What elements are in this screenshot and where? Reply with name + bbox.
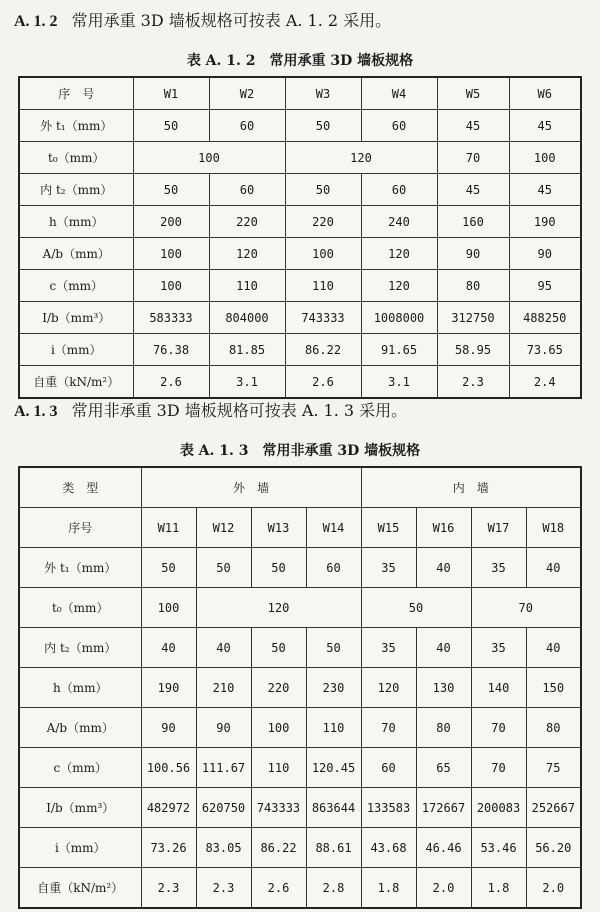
table-cell: 35 <box>471 628 526 668</box>
row-label: 自重（kN/m²） <box>19 868 141 909</box>
table-cell: 76.38 <box>133 334 209 366</box>
table-cell: 620750 <box>196 788 251 828</box>
header-cell: W17 <box>471 508 526 548</box>
inner-wall-header: 内 墙 <box>361 467 581 508</box>
table-cell: 90 <box>509 238 581 270</box>
table-cell: 150 <box>526 668 581 708</box>
table-cell: 88.61 <box>306 828 361 868</box>
table-cell: 140 <box>471 668 526 708</box>
outer-wall-header: 外 墙 <box>141 467 361 508</box>
table-cell: 100 <box>133 238 209 270</box>
table-cell: 90 <box>141 708 196 748</box>
row-label: t₀（mm） <box>19 588 141 628</box>
row-label: A/b（mm） <box>19 708 141 748</box>
table-row <box>19 467 581 508</box>
table-cell: 120.45 <box>306 748 361 788</box>
table-cell: 83.05 <box>196 828 251 868</box>
table-cell: 40 <box>141 628 196 668</box>
table-cell: 45 <box>437 110 509 142</box>
table-row <box>19 302 581 334</box>
table-row <box>19 868 581 909</box>
table-a13-caption: 表 A. 1. 3 常用非承重 3D 墙板规格 <box>179 443 421 459</box>
table-cell: 190 <box>509 206 581 238</box>
row-label: c（mm） <box>19 748 141 788</box>
table-cell: 56.20 <box>526 828 581 868</box>
table-cell: 60 <box>361 174 437 206</box>
table-cell: 120 <box>285 142 437 174</box>
table-cell: 100 <box>133 142 285 174</box>
header-cell: W12 <box>196 508 251 548</box>
table-a13 <box>18 466 582 909</box>
table-a12-caption: 表 A. 1. 2 常用承重 3D 墙板规格 <box>186 53 414 69</box>
header-cell: W3 <box>285 77 361 110</box>
table-cell: 43.68 <box>361 828 416 868</box>
table-cell: 110 <box>209 270 285 302</box>
table-cell: 35 <box>471 548 526 588</box>
table-cell: 53.46 <box>471 828 526 868</box>
table-cell: 60 <box>209 174 285 206</box>
table-cell: 743333 <box>285 302 361 334</box>
table-cell: 120 <box>361 238 437 270</box>
header-cell: W14 <box>306 508 361 548</box>
table-cell: 2.6 <box>251 868 306 909</box>
table-cell: 70 <box>437 142 509 174</box>
table-cell: 50 <box>196 548 251 588</box>
table-cell: 2.6 <box>133 366 209 399</box>
table-row <box>19 788 581 828</box>
table-cell: 73.26 <box>141 828 196 868</box>
table-cell: 210 <box>196 668 251 708</box>
table-cell: 80 <box>526 708 581 748</box>
table-cell: 50 <box>285 174 361 206</box>
row-label: i（mm） <box>19 828 141 868</box>
table-cell: 40 <box>526 628 581 668</box>
table-cell: 45 <box>437 174 509 206</box>
table-cell: 2.3 <box>196 868 251 909</box>
type-label: 类 型 <box>19 467 141 508</box>
table-cell: 60 <box>361 748 416 788</box>
row-label: h（mm） <box>19 206 133 238</box>
table-cell: 45 <box>509 174 581 206</box>
row-label: A/b（mm） <box>19 238 133 270</box>
table-cell: 488250 <box>509 302 581 334</box>
table-cell: 240 <box>361 206 437 238</box>
table-row <box>19 77 581 110</box>
table-cell: 40 <box>416 628 471 668</box>
table-cell: 482972 <box>141 788 196 828</box>
row-label: I/b（mm³） <box>19 302 133 334</box>
table-cell: 73.65 <box>509 334 581 366</box>
table-cell: 2.3 <box>437 366 509 399</box>
table-cell: 100 <box>251 708 306 748</box>
table-row <box>19 668 581 708</box>
table-cell: 80 <box>416 708 471 748</box>
table-row <box>19 270 581 302</box>
table-cell: 111.67 <box>196 748 251 788</box>
header-cell: W11 <box>141 508 196 548</box>
header-cell: W18 <box>526 508 581 548</box>
table-cell: 58.95 <box>437 334 509 366</box>
table-cell: 100 <box>285 238 361 270</box>
table-cell: 2.4 <box>509 366 581 399</box>
table-cell: 3.1 <box>361 366 437 399</box>
table-cell: 50 <box>133 110 209 142</box>
table-row <box>19 628 581 668</box>
section-a13-text: 常用非承重 3D 墙板规格可按表 A. 1. 3 采用。 <box>71 401 408 420</box>
table-cell: 3.1 <box>209 366 285 399</box>
table-cell: 200 <box>133 206 209 238</box>
table-cell: 1.8 <box>471 868 526 909</box>
table-cell: 70 <box>471 708 526 748</box>
table-cell: 60 <box>361 110 437 142</box>
header-cell: W2 <box>209 77 285 110</box>
table-cell: 110 <box>251 748 306 788</box>
row-label: 自重（kN/m²） <box>19 366 133 399</box>
header-cell: W15 <box>361 508 416 548</box>
table-row <box>19 366 581 399</box>
header-cell: 序 号 <box>19 77 133 110</box>
table-cell: 46.46 <box>416 828 471 868</box>
table-cell: 100 <box>509 142 581 174</box>
table-cell: 50 <box>361 588 471 628</box>
table-cell: 65 <box>416 748 471 788</box>
table-cell: 130 <box>416 668 471 708</box>
table-cell: 81.85 <box>209 334 285 366</box>
table-cell: 190 <box>141 668 196 708</box>
table-cell: 1008000 <box>361 302 437 334</box>
section-a12-heading <box>14 8 391 31</box>
table-cell: 100 <box>141 588 196 628</box>
table-cell: 91.65 <box>361 334 437 366</box>
table-a12 <box>18 76 582 399</box>
table-cell: 220 <box>251 668 306 708</box>
row-label: 外 t₁（mm） <box>19 548 141 588</box>
table-row <box>19 174 581 206</box>
section-a13-heading <box>14 398 407 421</box>
table-row <box>19 334 581 366</box>
table-cell: 50 <box>306 628 361 668</box>
table-cell: 35 <box>361 628 416 668</box>
table-cell: 80 <box>437 270 509 302</box>
table-cell: 120 <box>209 238 285 270</box>
header-cell: W1 <box>133 77 209 110</box>
table-cell: 45 <box>509 110 581 142</box>
table-cell: 583333 <box>133 302 209 334</box>
header-cell: 序号 <box>19 508 141 548</box>
table-cell: 35 <box>361 548 416 588</box>
table-cell: 2.8 <box>306 868 361 909</box>
table-cell: 60 <box>306 548 361 588</box>
table-cell: 100 <box>133 270 209 302</box>
table-cell: 120 <box>361 270 437 302</box>
table-cell: 252667 <box>526 788 581 828</box>
table-row <box>19 110 581 142</box>
header-cell: W6 <box>509 77 581 110</box>
table-cell: 120 <box>361 668 416 708</box>
table-row <box>19 748 581 788</box>
row-label: 外 t₁（mm） <box>19 110 133 142</box>
table-row <box>19 238 581 270</box>
table-row <box>19 828 581 868</box>
table-row <box>19 508 581 548</box>
table-cell: 95 <box>509 270 581 302</box>
table-cell: 70 <box>471 748 526 788</box>
table-cell: 40 <box>196 628 251 668</box>
row-label: c（mm） <box>19 270 133 302</box>
table-cell: 2.0 <box>526 868 581 909</box>
section-a13-number: A. 1. 3 <box>14 403 58 420</box>
table-cell: 312750 <box>437 302 509 334</box>
section-a12-text: 常用承重 3D 墙板规格可按表 A. 1. 2 采用。 <box>71 11 392 30</box>
table-cell: 200083 <box>471 788 526 828</box>
table-cell: 110 <box>285 270 361 302</box>
table-row <box>19 206 581 238</box>
table-cell: 230 <box>306 668 361 708</box>
table-cell: 86.22 <box>251 828 306 868</box>
table-cell: 110 <box>306 708 361 748</box>
header-cell: W16 <box>416 508 471 548</box>
table-row <box>19 708 581 748</box>
table-cell: 50 <box>251 628 306 668</box>
table-cell: 133583 <box>361 788 416 828</box>
table-cell: 172667 <box>416 788 471 828</box>
row-label: 内 t₂（mm） <box>19 174 133 206</box>
table-cell: 743333 <box>251 788 306 828</box>
table-row <box>19 142 581 174</box>
table-cell: 70 <box>361 708 416 748</box>
row-label: t₀（mm） <box>19 142 133 174</box>
table-cell: 50 <box>285 110 361 142</box>
table-row <box>19 588 581 628</box>
table-cell: 220 <box>209 206 285 238</box>
header-cell: W13 <box>251 508 306 548</box>
row-label: i（mm） <box>19 334 133 366</box>
table-cell: 75 <box>526 748 581 788</box>
table-cell: 40 <box>526 548 581 588</box>
header-cell: W5 <box>437 77 509 110</box>
table-cell: 120 <box>196 588 361 628</box>
row-label: h（mm） <box>19 668 141 708</box>
table-cell: 50 <box>251 548 306 588</box>
table-cell: 90 <box>196 708 251 748</box>
table-cell: 86.22 <box>285 334 361 366</box>
table-cell: 2.3 <box>141 868 196 909</box>
table-cell: 160 <box>437 206 509 238</box>
table-cell: 50 <box>133 174 209 206</box>
table-row <box>19 548 581 588</box>
table-cell: 90 <box>437 238 509 270</box>
table-cell: 2.6 <box>285 366 361 399</box>
table-cell: 220 <box>285 206 361 238</box>
row-label: 内 t₂（mm） <box>19 628 141 668</box>
table-cell: 40 <box>416 548 471 588</box>
table-cell: 2.0 <box>416 868 471 909</box>
table-cell: 863644 <box>306 788 361 828</box>
row-label: I/b（mm³） <box>19 788 141 828</box>
section-a12-number: A. 1. 2 <box>14 13 58 30</box>
table-cell: 50 <box>141 548 196 588</box>
table-cell: 70 <box>471 588 581 628</box>
table-cell: 804000 <box>209 302 285 334</box>
table-cell: 60 <box>209 110 285 142</box>
header-cell: W4 <box>361 77 437 110</box>
table-cell: 100.56 <box>141 748 196 788</box>
table-cell: 1.8 <box>361 868 416 909</box>
